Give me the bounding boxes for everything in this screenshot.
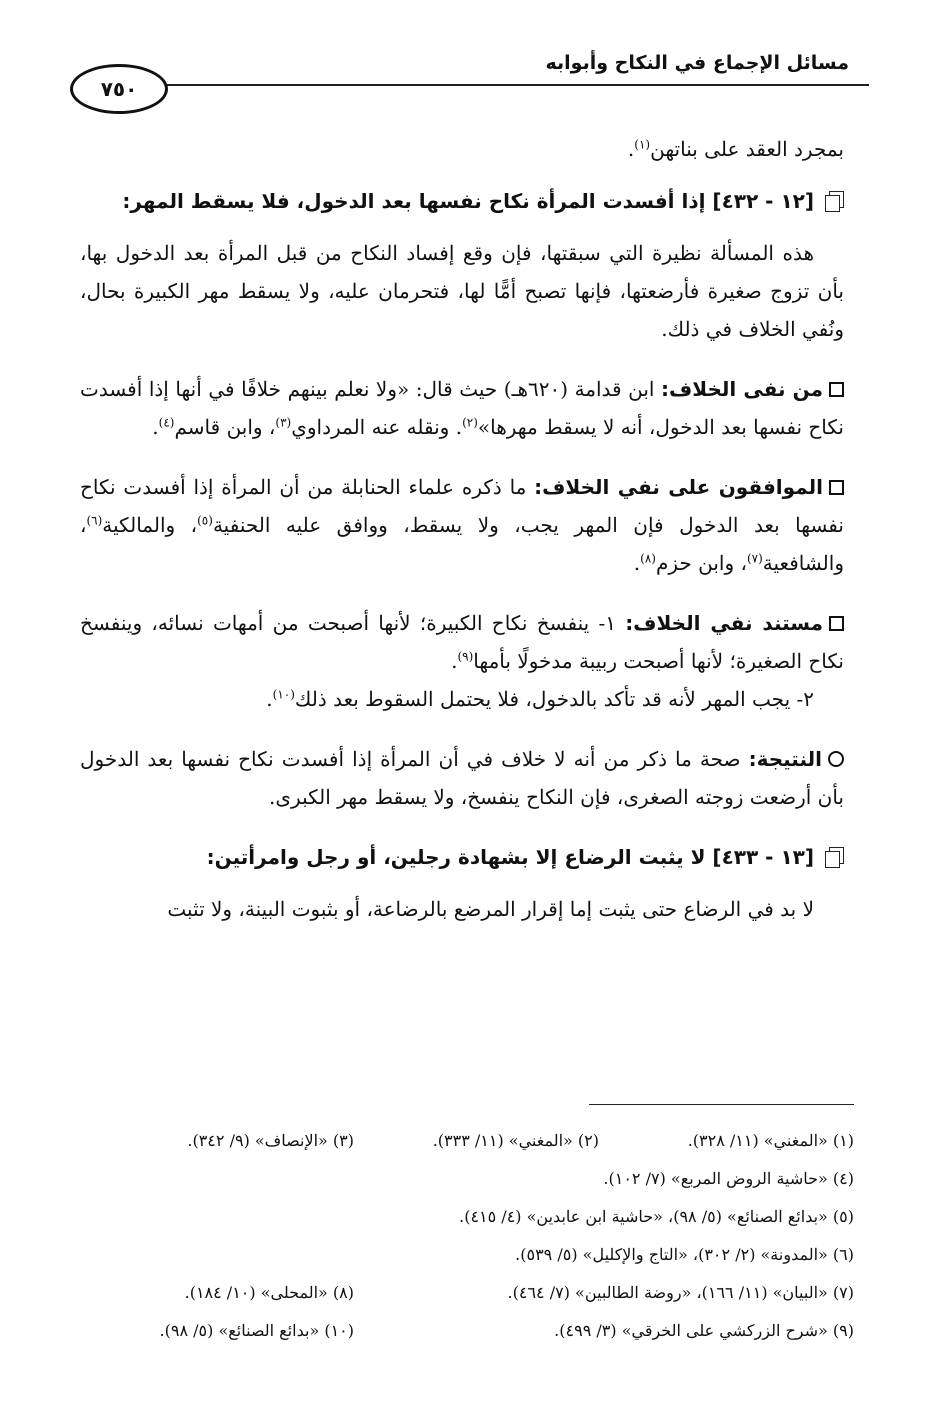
footnote: (١) «المغني» (١١/ ٣٢٨). [687, 1131, 854, 1150]
result-paragraph: النتيجة: صحة ما ذكر من أنه لا خلاف في أن المرأة إذا أفسدت نكاح نفسها بعد الدخول بأن أرضعت زوجته الصغرى، فإن النكاح ينفسخ، ولا يسقط مهر الكبرى. [80, 747, 844, 809]
result-label: النتيجة: [748, 747, 822, 771]
page-number: ٧٥٠ [70, 64, 168, 114]
footnote: (٤) «حاشية الروض المربع» (٧/ ١٠٢). [603, 1169, 854, 1188]
footnote-row [100, 1122, 854, 1160]
page-header [70, 44, 869, 104]
footnote: (٢) «المغني» (١١/ ٣٣٣). [432, 1131, 599, 1150]
circle-bullet-icon [828, 751, 844, 767]
footnote-separator [589, 1104, 854, 1105]
section-432-intro: هذه المسألة نظيرة التي سبقتها، فإن وقع إفساد النكاح من قبل المرأة بعد الدخول بها، بأن تزوج صغيرة فأرضعتها، فإنها تصبح أمًّا لها، فتحرمان عليه، ولا يسقط مهر الكبيرة بحال، ونُفي الخلاف في ذلك. [80, 241, 844, 341]
footnote-row [100, 1198, 854, 1236]
section-heading-433: [١٣ - ٤٣٣] لا يثبت الرضاع إلا بشهادة رجلين، أو رجل وامرأتين: [80, 838, 844, 876]
footnote: (٣) «الإنصاف» (٩/ ٣٤٢). [187, 1131, 354, 1150]
footnotes [100, 1122, 854, 1350]
section-433-intro: لا بد في الرضاع حتى يثبت إما إقرار المرضع بالرضاعة، أو بثبوت البينة، ولا تثبت [167, 897, 814, 921]
basis-paragraph: مستند نفي الخلاف: ١- ينفسخ نكاح الكبيرة؛ لأنها أصبحت من أمهات نسائه، وينفسخ نكاح الصغيرة؛ لأنها أصبحت ربيبة مدخولًا بأمها$^{(٩)}$. [80, 611, 844, 673]
page-body [80, 130, 844, 928]
footnote: (٦) «المدونة» (٢/ ٣٠٢)، «التاج والإكليل» (٥/ ٥٣٩). [515, 1245, 854, 1264]
footnote-row [100, 1236, 854, 1274]
square-bullet-icon [829, 616, 844, 631]
footnote: (٥) «بدائع الصنائع» (٥/ ٩٨)، «حاشية ابن عابدين» (٤/ ٤١٥). [459, 1207, 854, 1226]
header-rule [160, 84, 869, 86]
basis-point-2: ٢- يجب المهر لأنه قد تأكد بالدخول، فلا يحتمل السقوط بعد ذلك$^{(١٠)}$. [266, 687, 814, 711]
running-title: مسائل الإجماع في النكاح وأبوابه [545, 52, 849, 74]
opening-line: بمجرد العقد على بناتهن$^{(١)}$. [627, 137, 844, 161]
square-bullet-icon [829, 382, 844, 397]
footnote-row [100, 1160, 854, 1198]
basis-label: مستند نفي الخلاف: [625, 611, 824, 635]
footnote: (٧) «البيان» (١١/ ١٦٦)، «روضة الطالبين» (٧/ ٤٦٤). [507, 1283, 854, 1302]
denial-paragraph: من نفى الخلاف: ابن قدامة (٦٢٠هـ) حيث قال: «ولا نعلم بينهم خلافًا في أنها إذا أفسدت نكاح نفسها بعد الدخول، أنه لا يسقط مهرها»$^{(٢)}$. ونقله عنه المرداوي$^{(٣)}$، وابن قاسم$^{(٤)}$. [80, 377, 844, 439]
footnote: (٩) «شرح الزركشي على الخرقي» (٣/ ٤٩٩). [554, 1321, 854, 1340]
footnote: (١٠) «بدائع الصنائع» (٥/ ٩٨). [159, 1321, 354, 1340]
footnote-row [100, 1312, 854, 1350]
agreeing-paragraph: الموافقون على نفي الخلاف: ما ذكره علماء الحنابلة من أن المرأة إذا أفسدت نكاح نفسها بعد الدخول فإن المهر يجب، ولا يسقط، ووافق عليه الحنفية$^{(٥)}$، والمالكية$^{(٦)}$، والشافعية$^{(٧)}$، وابن حزم$^{(٨)}$. [80, 475, 844, 575]
documents-icon [824, 847, 844, 867]
footnote: (٨) «المحلى» (١٠/ ١٨٤). [184, 1283, 354, 1302]
square-bullet-icon [829, 480, 844, 495]
denial-label: من نفى الخلاف: [661, 377, 824, 401]
section-heading-432: [١٢ - ٤٣٢] إذا أفسدت المرأة نكاح نفسها بعد الدخول، فلا يسقط المهر: [80, 182, 844, 220]
documents-icon [824, 191, 844, 211]
footnote-row [100, 1274, 854, 1312]
agree-label: الموافقون على نفي الخلاف: [534, 475, 823, 499]
footnote-ref: (١) [634, 137, 651, 152]
